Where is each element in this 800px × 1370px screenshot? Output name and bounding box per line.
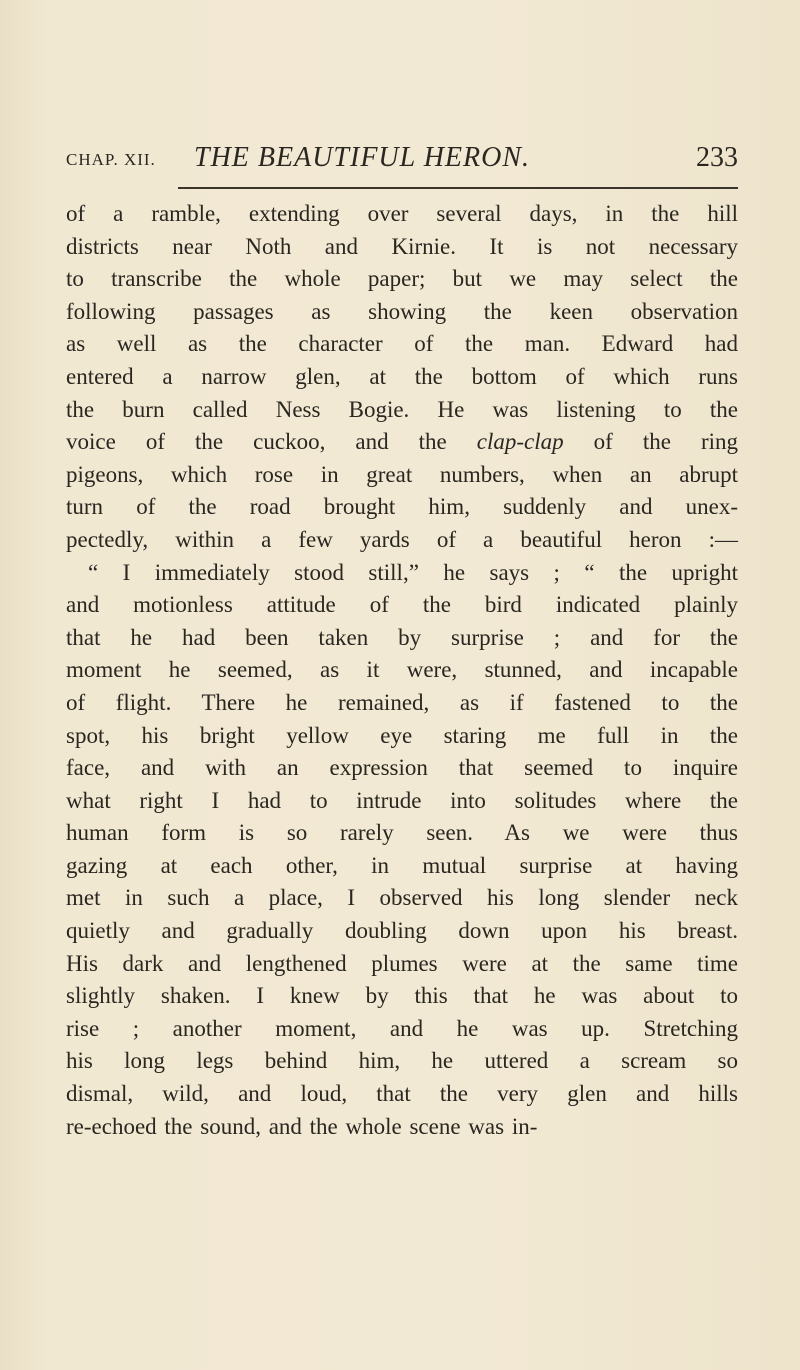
text-line: re-echoed the sound, and the whole scene was in- [66, 1113, 538, 1139]
text-line: pectedly, within a few yards of a beautiful heron :— [66, 526, 738, 552]
page-number: 233 [696, 142, 738, 173]
text-line: slightly shaken. I knew by this that he was about to [66, 983, 738, 1009]
text-line: to transcribe the whole paper; but we may select the [66, 266, 738, 292]
text-line: of a ramble, extending over several days, in the hill [66, 201, 738, 226]
text-segment: of the ring [593, 429, 738, 455]
text-line: quietly and gradually doubling down upon his breast. [66, 918, 738, 944]
italic-term: clap-clap [476, 429, 564, 455]
text-line: what right I had to intrude into solitudes where the [66, 787, 738, 813]
text-line: turn of the road brought him, suddenly and unex- [66, 494, 738, 520]
text-line: human form is so rarely seen. As we were thus [66, 820, 738, 846]
text-line: his long legs behind him, he uttered a scream so [66, 1048, 738, 1074]
text-line: rise ; another moment, and he was up. Stretching [66, 1015, 738, 1041]
text-line: as well as the character of the man. Edward had [66, 331, 738, 357]
body-text [66, 198, 738, 1143]
text-line [66, 426, 738, 459]
header-rule [178, 187, 738, 189]
text-line: face, and with an expression that seemed to inquire [66, 755, 738, 781]
text-line: gazing at each other, in mutual surprise at having [66, 852, 738, 878]
text-line: dismal, wild, and loud, that the very glen and hills [66, 1081, 738, 1107]
text-line: spot, his bright yellow eye staring me full in the [66, 722, 738, 748]
running-header [66, 142, 738, 182]
text-line: His dark and lengthened plumes were at the same time [66, 950, 738, 976]
text-line: districts near Noth and Kirnie. It is not necessary [66, 233, 738, 259]
text-segment: voice of the cuckoo, and the [66, 429, 447, 455]
text-line: pigeons, which rose in great numbers, when an abrupt [66, 461, 738, 487]
text-line: of flight. There he remained, as if fastened to the [66, 689, 738, 715]
chapter-label: CHAP. XII. [66, 150, 156, 169]
text-line: met in such a place, I observed his long slender neck [66, 885, 738, 911]
text-line: that he had been taken by surprise ; and for the [66, 624, 738, 650]
text-line: following passages as showing the keen observation [66, 298, 738, 324]
running-title: THE BEAUTIFUL HERON. [194, 142, 531, 173]
text-line: “ I immediately stood still,” he says ; “ the upright [88, 559, 738, 585]
text-line: the burn called Ness Bogie. He was listening to the [66, 396, 738, 422]
text-line: entered a narrow glen, at the bottom of which runs [66, 363, 738, 389]
text-line: and motionless attitude of the bird indicated plainly [66, 592, 738, 618]
text-line: moment he seemed, as it were, stunned, and incapable [66, 657, 738, 683]
